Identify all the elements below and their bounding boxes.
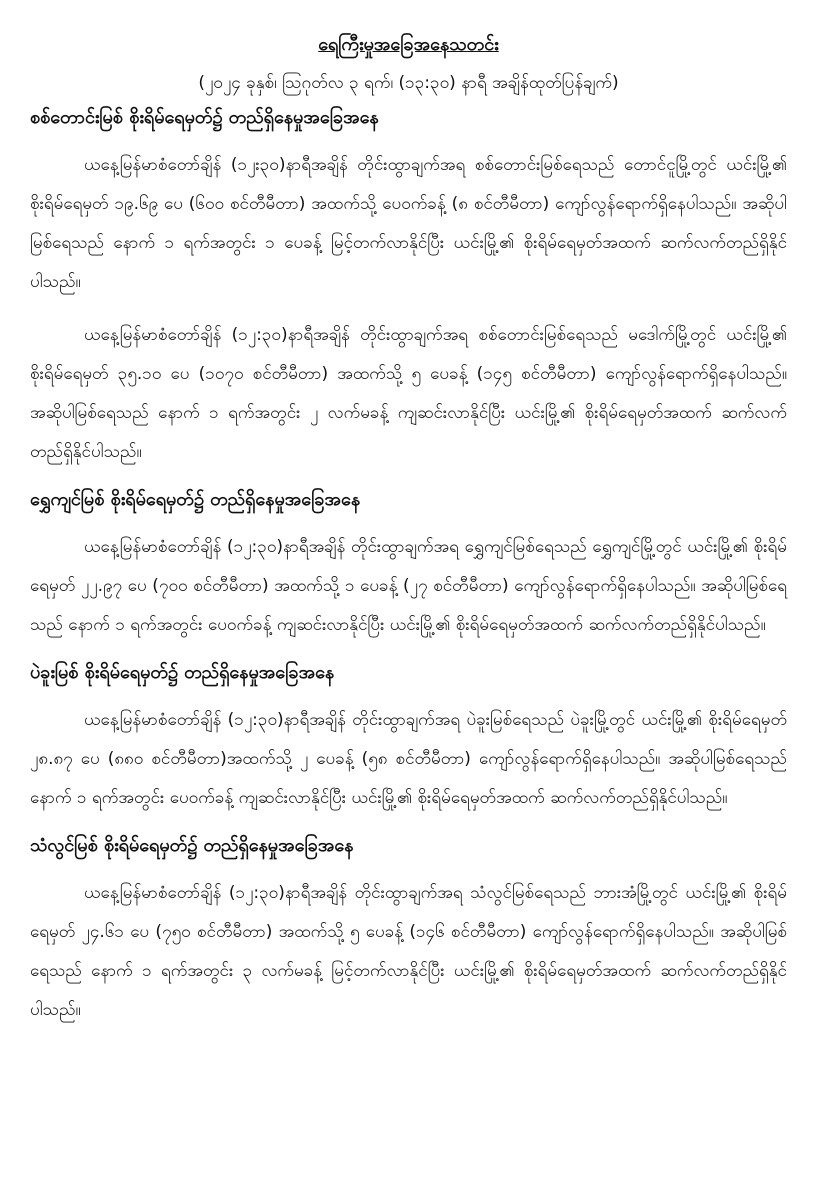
section-paragraph: ယနေ့မြန်မာစံတော်ချိန် (၁၂:၃၀)နာရီအချိန် တိုင်းထွာချက်အရ သံလွင်မြစ်ရေသည် ဘားအံမြို့တွင် ယင်းမြို့၏ စိုးရိမ်ရေမှတ် ၂၄.၆၁ ပေ (၇၅၀ စင်တီမီတာ) အထက်သို့ ၅ ပေခန့် (၁၄၆ စင်တီမီတာ) ကျော်လွန်ရောက်ရှိနေပါသည်။ အဆိုပါမြစ်ရေသည် နောက် ၁ ရက်အတွင်း ၃ လက်မခန့် မြင့်တက်လာနိုင်ပြီး ယင်းမြို့၏ စိုးရိမ်ရေမှတ်အထက် ဆက်လက်တည်ရှိနိုင်ပါသည်။ xyxy=(30,883,787,1020)
document-subtitle: (၂၀၂၄ ခုနှစ်၊ ဩဂုတ်လ ၃ ရက်၊ (၁၃:၃၀) နာရီ အချိန်ထုတ်ပြန်ချက်) xyxy=(198,73,619,93)
section-heading: ပဲခူးမြစ် စိုးရိမ်ရေမှတ်၌ တည်ရှိနေမှုအခြေအနေ xyxy=(30,662,335,683)
section-paragraph: ယနေ့မြန်မာစံတော်ချိန် (၁၂:၃၀)နာရီအချိန် တိုင်းထွာချက်အရ ပဲခူးမြစ်ရေသည် ပဲခူးမြို့တွင် ယင်းမြို့၏ စိုးရိမ်ရေမှတ် ၂၈.၈၇ ပေ (၈၈၀ စင်တီမီတာ)အထက်သို့ ၂ ပေခန့် (၅၈ စင်တီမီတာ) ကျော်လွန်ရောက်ရှိနေပါသည်။ အဆိုပါမြစ်ရေသည် နောက် ၁ ရက်အတွင်း ပေဝက်ခန့် ကျဆင်းလာနိုင်ပြီး ယင်းမြို့၏ စိုးရိမ်ရေမှတ်အထက် ဆက်လက်တည်ရှိနိုင်ပါသည်။ xyxy=(30,710,787,808)
document-title: ရေကြီးမှုအခြေအနေသတင်း xyxy=(318,34,499,55)
section-sittaung-river xyxy=(30,104,787,472)
section-paragraph: ယနေ့မြန်မာစံတော်ချိန် (၁၂:၃၀)နာရီအချိန် တိုင်းထွာချက်အရ ရွှေကျင်မြစ်ရေသည် ရွှေကျင်မြို့တွင် ယင်းမြို့၏ စိုးရိမ်ရေမှတ် ၂၂.၉၇ ပေ (၇၀၀ စင်တီမီတာ) အထက်သို့ ၁ ပေခန့် (၂၇ စင်တီမီတာ) ကျော်လွန်ရောက်ရှိနေပါသည်။ အဆိုပါမြစ်ရေသည် နောက် ၁ ရက်အတွင်း ပေဝက်ခန့် ကျဆင်းလာနိုင်ပြီး ယင်းမြို့၏ စိုးရိမ်ရေမှတ်အထက် ဆက်လက်တည်ရှိနိုင်ပါသည်။ xyxy=(30,537,787,635)
section-heading: ရွှေကျင်မြစ် စိုးရိမ်ရေမှတ်၌ တည်ရှိနေမှုအခြေအနေ xyxy=(30,489,361,510)
section-shwegyin-river xyxy=(30,486,787,645)
section-heading: စစ်တောင်းမြစ် စိုးရိမ်ရေမှတ်၌ တည်ရှိနေမှုအခြေအနေ xyxy=(30,107,379,128)
section-thanlwin-river xyxy=(30,832,787,1030)
section-paragraph: ယနေ့မြန်မာစံတော်ချိန် (၁၂:၃၀)နာရီအချိန် တိုင်းထွာချက်အရ စစ်တောင်းမြစ်ရေသည် မဒေါက်မြို့တွင် ယင်းမြို့၏ စိုးရိမ်ရေမှတ် ၃၅.၁၀ ပေ (၁၀၇၀ စင်တီမီတာ) အထက်သို့ ၅ ပေခန့် (၁၄၅ စင်တီမီတာ) ကျော်လွန်ရောက်ရှိနေပါသည်။ အဆိုပါမြစ်ရေသည် နောက် ၁ ရက်အတွင်း ၂ လက်မခန့် ကျဆင်းလာနိုင်ပြီး ယင်းမြို့၏ စိုးရိမ်ရေမှတ်အထက် ဆက်လက်တည်ရှိနိုင်ပါသည်။ xyxy=(30,325,787,462)
section-bago-river xyxy=(30,659,787,818)
section-heading: သံလွင်မြစ် စိုးရိမ်ရေမှတ်၌ တည်ရှိနေမှုအခြေအနေ xyxy=(30,835,354,856)
section-paragraph: ယနေ့မြန်မာစံတော်ချိန် (၁၂း၃၀)နာရီအချိန် တိုင်းထွာချက်အရ စစ်တောင်းမြစ်ရေသည် တောင်ငူမြို့တွင် ယင်းမြို့၏ စိုးရိမ်ရေမှတ် ၁၉.၆၉ ပေ (၆၀၀ စင်တီမီတာ) အထက်သို့ ပေဝက်ခန့် (၈ စင်တီမီတာ) ကျော်လွန်ရောက်ရှိနေပါသည်။ အဆိုပါမြစ်ရေသည် နောက် ၁ ရက်အတွင်း ၁ ပေခန့် မြင့်တက်လာနိုင်ပြီး ယင်းမြို့၏ စိုးရိမ်ရေမှတ်အထက် ဆက်လက်တည်ရှိနိုင်ပါသည်။ xyxy=(30,155,787,292)
